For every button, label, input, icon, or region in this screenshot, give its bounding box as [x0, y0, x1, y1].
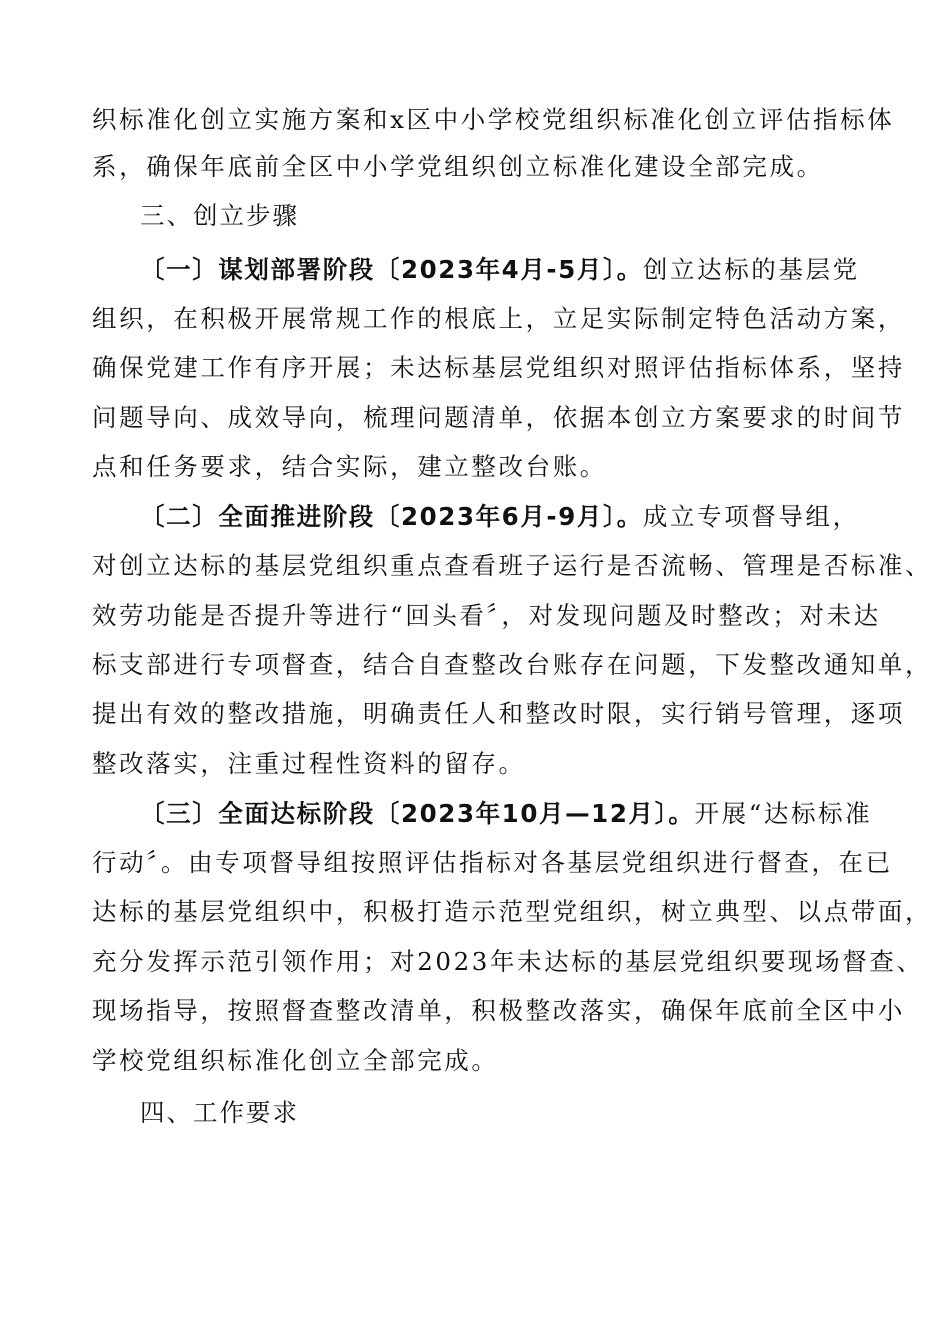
stage-2-line: 标支部进行专项督查，结合自查整改台账存在问题，下发整改通知单，: [92, 650, 933, 679]
stage-3-first-line: [140, 797, 940, 831]
stage-2-text-start: 成立专项督导组，: [642, 502, 860, 531]
stage-2-line: 整改落实，注重过程性资料的留存。: [92, 749, 526, 778]
stage-1-line: 问题导向、成效导向，梳理问题清单，依据本创立方案要求的时间节: [92, 403, 905, 432]
stage-2-first-line: [140, 500, 940, 534]
stage-3-line: 学校党组织标准化创立全部完成。: [92, 1046, 499, 1075]
stage-1-title: 〔一〕谋划部署阶段〔2023年4月-5月〕。: [140, 255, 643, 284]
section-4-heading: 四、工作要求: [140, 1098, 299, 1127]
intro-line-1: 织标准化创立实施方案和x区中小学校党组织标准化创立评估指标体: [92, 105, 895, 134]
stage-1-line: 确保党建工作有序开展；未达标基层党组织对照评估指标体系，坚持: [92, 353, 905, 382]
stage-3-text-start: 开展“达标标准: [694, 799, 873, 828]
section-3-heading: 三、创立步骤: [140, 201, 299, 230]
stage-3-line: 行动〞。由专项督导组按照评估指标对各基层党组织进行督查，在已: [92, 848, 893, 877]
stage-1-line: 点和任务要求，结合实际，建立整改台账。: [92, 452, 607, 481]
stage-1-text-start: 创立达标的基层党: [642, 255, 860, 284]
stage-2-line: 对创立达标的基层党组织重点查看班子运行是否流畅、管理是否标准、: [92, 551, 933, 580]
stage-3-line: 达标的基层党组织中，积极打造示范型党组织，树立典型、以点带面，: [92, 897, 933, 926]
stage-2-line: 提出有效的整改措施，明确责任人和整改时限，实行销号管理，逐项: [92, 699, 905, 728]
stage-2-title: 〔二〕全面推进阶段〔2023年6月-9月〕。: [140, 502, 643, 531]
stage-3-line: 充分发挥示范引领作用；对2023年未达标的基层党组织要现场督查、: [92, 947, 924, 976]
stage-3-title: 〔三〕全面达标阶段〔2023年10月—12月〕。: [140, 799, 695, 828]
stage-1-line: 组织，在积极开展常规工作的根底上，立足实际制定特色活动方案，: [92, 304, 905, 333]
intro-line-2: 系，确保年底前全区中小学党组织创立标准化建设全部完成。: [92, 152, 824, 181]
stage-3-line: 现场指导，按照督查整改清单，积极整改落实，确保年底前全区中小: [92, 996, 905, 1025]
stage-1-first-line: [140, 253, 940, 287]
stage-2-line: 效劳功能是否提升等进行“回头看〞，对发现问题及时整改；对未达: [92, 601, 881, 630]
